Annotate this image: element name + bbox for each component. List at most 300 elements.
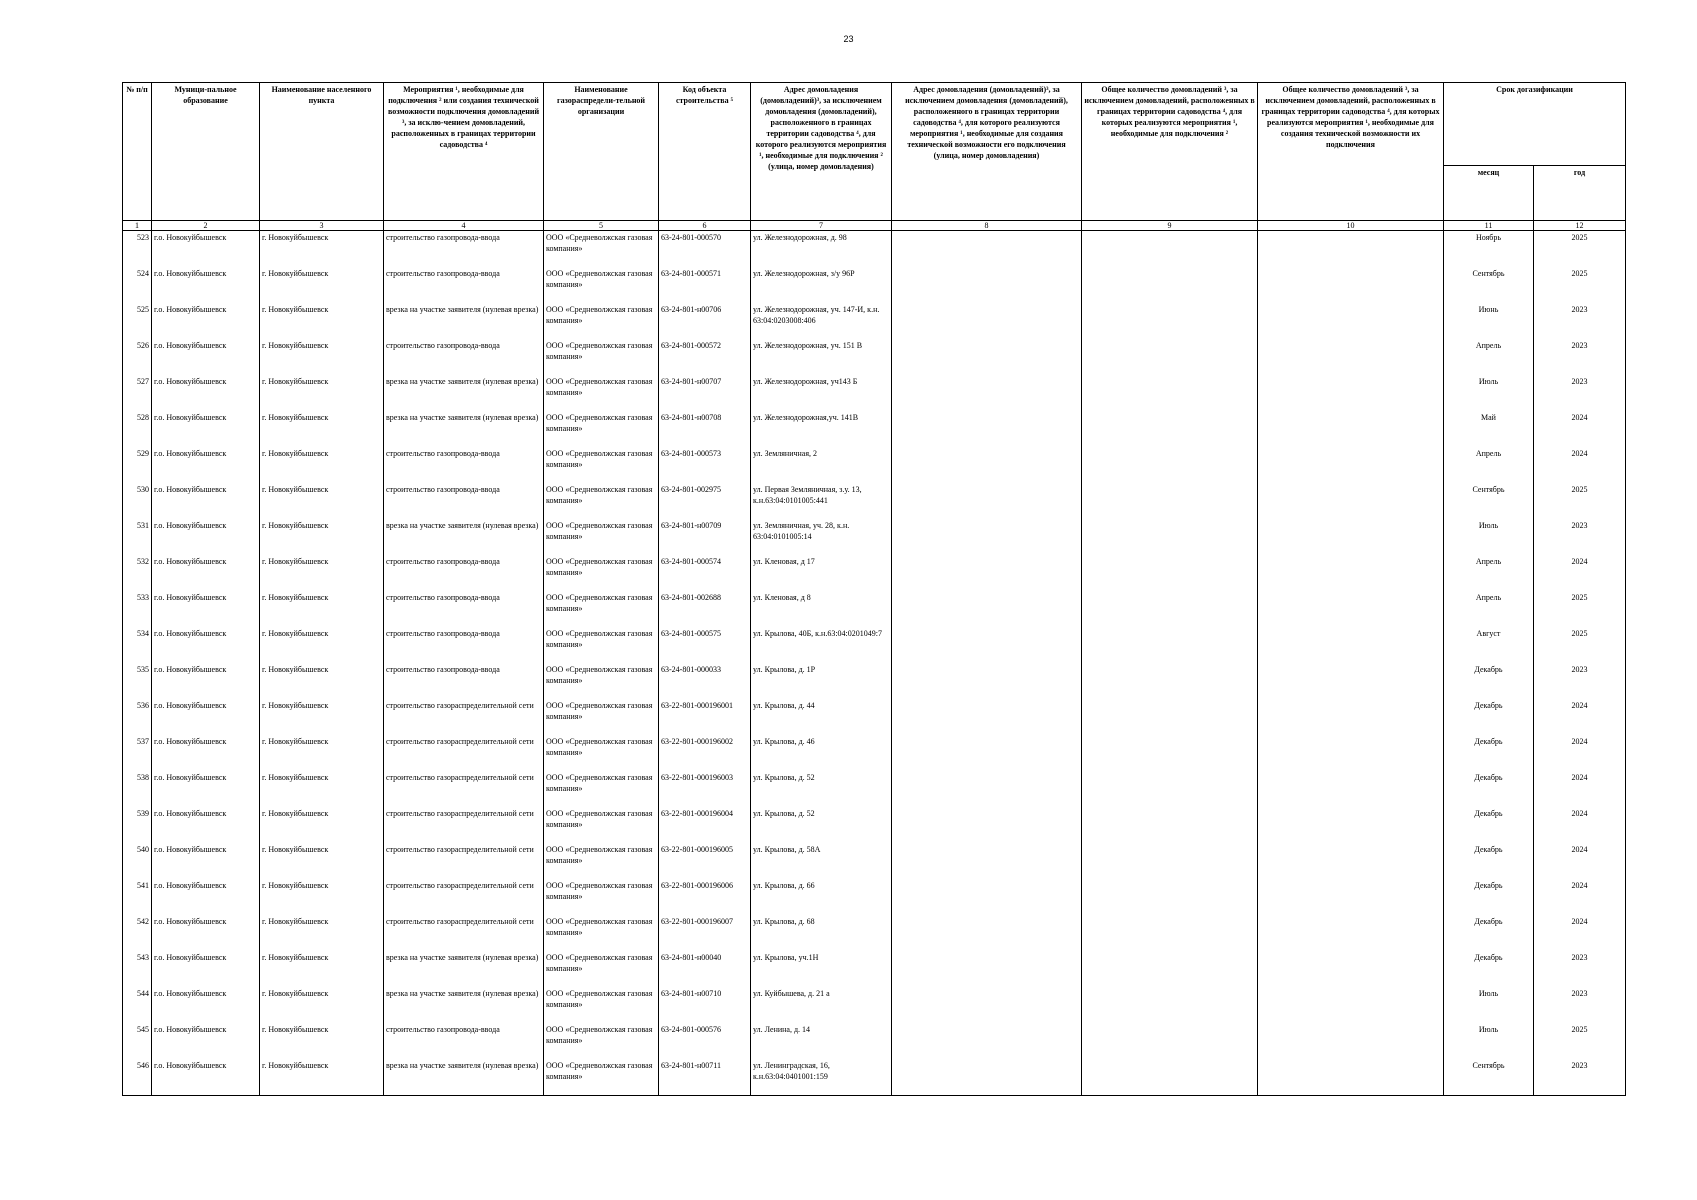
object-code-cell: 63-24-801-000574 <box>659 555 751 591</box>
address-cell: ул. Крылова, д. 68 <box>751 915 892 951</box>
address-cell: ул. Крылова, д. 66 <box>751 879 892 915</box>
address-tech-cell <box>892 879 1082 915</box>
count-tech-cell <box>1258 231 1444 268</box>
table-row <box>123 519 1626 555</box>
settlement-cell: г. Новокуйбышевск <box>260 843 384 879</box>
month-cell: Май <box>1444 411 1534 447</box>
object-code-cell: 63-24-801-н00711 <box>659 1059 751 1096</box>
count-tech-cell <box>1258 771 1444 807</box>
count-tech-cell <box>1258 987 1444 1023</box>
municipality-cell: г.о. Новокуйбышевск <box>152 375 260 411</box>
row-number: 543 <box>123 951 152 987</box>
address-tech-cell <box>892 267 1082 303</box>
table-row <box>123 375 1626 411</box>
count-connection-cell <box>1082 555 1258 591</box>
municipality-cell: г.о. Новокуйбышевск <box>152 303 260 339</box>
address-tech-cell <box>892 519 1082 555</box>
table-row <box>123 411 1626 447</box>
gdo-cell: ООО «Средневолжская газовая компания» <box>544 843 659 879</box>
row-number: 531 <box>123 519 152 555</box>
table-row <box>123 951 1626 987</box>
row-number: 534 <box>123 627 152 663</box>
object-code-cell: 63-24-801-000572 <box>659 339 751 375</box>
municipality-cell: г.о. Новокуйбышевск <box>152 627 260 663</box>
settlement-cell: г. Новокуйбышевск <box>260 735 384 771</box>
address-cell: ул. Железнодорожная, з/у 96Р <box>751 267 892 303</box>
row-number: 523 <box>123 231 152 268</box>
row-number: 546 <box>123 1059 152 1096</box>
measure-cell: врезка на участке заявителя (нулевая врезка) <box>384 1059 544 1096</box>
address-tech-cell <box>892 771 1082 807</box>
row-number: 532 <box>123 555 152 591</box>
row-number: 524 <box>123 267 152 303</box>
measure-cell: врезка на участке заявителя (нулевая врезка) <box>384 375 544 411</box>
address-cell: ул. Куйбышева, д. 21 а <box>751 987 892 1023</box>
address-tech-cell <box>892 447 1082 483</box>
address-cell: ул. Земляничная, уч. 28, к.н. 63:04:0101005:14 <box>751 519 892 555</box>
year-cell: 2024 <box>1534 807 1626 843</box>
address-cell: ул. Крылова, д. 52 <box>751 771 892 807</box>
gdo-cell: ООО «Средневолжская газовая компания» <box>544 627 659 663</box>
settlement-cell: г. Новокуйбышевск <box>260 411 384 447</box>
month-cell: Декабрь <box>1444 915 1534 951</box>
count-connection-cell <box>1082 375 1258 411</box>
table-row <box>123 339 1626 375</box>
table-header <box>123 83 1626 231</box>
municipality-cell: г.о. Новокуйбышевск <box>152 483 260 519</box>
settlement-cell: г. Новокуйбышевск <box>260 591 384 627</box>
gdo-cell: ООО «Средневолжская газовая компания» <box>544 267 659 303</box>
measure-cell: строительство газопровода-ввода <box>384 591 544 627</box>
header-count-connection: Общее количество домовладений ³, за исключением домовладений, расположенных в границах территории садоводства ⁴, для которых реализуются мероприятия ¹, необходимые для подключения ² <box>1082 83 1258 221</box>
gdo-cell: ООО «Средневолжская газовая компания» <box>544 375 659 411</box>
count-connection-cell <box>1082 663 1258 699</box>
row-number: 540 <box>123 843 152 879</box>
row-number: 538 <box>123 771 152 807</box>
row-number: 544 <box>123 987 152 1023</box>
column-number: 8 <box>892 221 1082 231</box>
row-number: 537 <box>123 735 152 771</box>
count-tech-cell <box>1258 879 1444 915</box>
table-row <box>123 699 1626 735</box>
municipality-cell: г.о. Новокуйбышевск <box>152 591 260 627</box>
year-cell: 2023 <box>1534 987 1626 1023</box>
count-connection-cell <box>1082 843 1258 879</box>
address-tech-cell <box>892 987 1082 1023</box>
header-count-tech: Общее количество домовладений ³, за исключением домовладений, расположенных в границах территории садоводства ⁴, для которых реализуются мероприятия ¹, необходимые для создания технической возможности их подключения <box>1258 83 1444 221</box>
row-number: 542 <box>123 915 152 951</box>
header-object-code: Код объекта строительства ⁵ <box>659 83 751 221</box>
month-cell: Декабрь <box>1444 699 1534 735</box>
object-code-cell: 63-22-801-000196002 <box>659 735 751 771</box>
header-address-connection: Адрес домовладения (домовладений)³, за исключением домовладения (домовладений), расположенного в границах территории садоводства ⁴, для которого реализуются мероприятия ¹, необходимые для подключения ² (улица, номер домовладения) <box>751 83 892 221</box>
month-cell: Апрель <box>1444 447 1534 483</box>
settlement-cell: г. Новокуйбышевск <box>260 1059 384 1096</box>
settlement-cell: г. Новокуйбышевск <box>260 231 384 268</box>
object-code-cell: 63-24-801-н00708 <box>659 411 751 447</box>
settlement-cell: г. Новокуйбышевск <box>260 879 384 915</box>
object-code-cell: 63-22-801-000196005 <box>659 843 751 879</box>
year-cell: 2024 <box>1534 411 1626 447</box>
count-connection-cell <box>1082 339 1258 375</box>
count-connection-cell <box>1082 879 1258 915</box>
month-cell: Декабрь <box>1444 843 1534 879</box>
month-cell: Июль <box>1444 987 1534 1023</box>
gdo-cell: ООО «Средневолжская газовая компания» <box>544 411 659 447</box>
count-connection-cell <box>1082 483 1258 519</box>
header-municipality: Муници-пальное образование <box>152 83 260 221</box>
measure-cell: строительство газопровода-ввода <box>384 447 544 483</box>
month-cell: Ноябрь <box>1444 231 1534 268</box>
settlement-cell: г. Новокуйбышевск <box>260 447 384 483</box>
address-cell: ул. Крылова, д. 58А <box>751 843 892 879</box>
measure-cell: строительство газопровода-ввода <box>384 555 544 591</box>
gdo-cell: ООО «Средневолжская газовая компания» <box>544 951 659 987</box>
address-cell: ул. Крылова, д. 52 <box>751 807 892 843</box>
object-code-cell: 63-24-801-000576 <box>659 1023 751 1059</box>
address-tech-cell <box>892 915 1082 951</box>
count-tech-cell <box>1258 1023 1444 1059</box>
settlement-cell: г. Новокуйбышевск <box>260 771 384 807</box>
year-cell: 2024 <box>1534 843 1626 879</box>
count-connection-cell <box>1082 519 1258 555</box>
table-row <box>123 879 1626 915</box>
row-number: 527 <box>123 375 152 411</box>
address-tech-cell <box>892 699 1082 735</box>
municipality-cell: г.о. Новокуйбышевск <box>152 807 260 843</box>
column-number: 7 <box>751 221 892 231</box>
month-cell: Июнь <box>1444 303 1534 339</box>
settlement-cell: г. Новокуйбышевск <box>260 951 384 987</box>
row-number: 535 <box>123 663 152 699</box>
row-number: 525 <box>123 303 152 339</box>
table-row <box>123 843 1626 879</box>
year-cell: 2025 <box>1534 591 1626 627</box>
settlement-cell: г. Новокуйбышевск <box>260 987 384 1023</box>
municipality-cell: г.о. Новокуйбышевск <box>152 1023 260 1059</box>
month-cell: Апрель <box>1444 591 1534 627</box>
address-cell: ул. Железнодорожная,уч. 141В <box>751 411 892 447</box>
row-number: 526 <box>123 339 152 375</box>
gasification-table <box>122 82 1626 1096</box>
address-tech-cell <box>892 591 1082 627</box>
count-connection-cell <box>1082 591 1258 627</box>
settlement-cell: г. Новокуйбышевск <box>260 663 384 699</box>
count-tech-cell <box>1258 627 1444 663</box>
count-tech-cell <box>1258 843 1444 879</box>
header-deadline: Срок догазификации <box>1444 83 1626 166</box>
header-gdo: Наименование газораспредели-тельной организации <box>544 83 659 221</box>
address-tech-cell <box>892 411 1082 447</box>
count-connection-cell <box>1082 699 1258 735</box>
count-tech-cell <box>1258 807 1444 843</box>
measure-cell: строительство газопровода-ввода <box>384 339 544 375</box>
gdo-cell: ООО «Средневолжская газовая компания» <box>544 519 659 555</box>
count-tech-cell <box>1258 447 1444 483</box>
measure-cell: врезка на участке заявителя (нулевая врезка) <box>384 303 544 339</box>
table-row <box>123 987 1626 1023</box>
count-connection-cell <box>1082 627 1258 663</box>
count-tech-cell <box>1258 267 1444 303</box>
address-tech-cell <box>892 303 1082 339</box>
gdo-cell: ООО «Средневолжская газовая компания» <box>544 483 659 519</box>
measure-cell: врезка на участке заявителя (нулевая врезка) <box>384 951 544 987</box>
count-tech-cell <box>1258 339 1444 375</box>
month-cell: Август <box>1444 627 1534 663</box>
municipality-cell: г.о. Новокуйбышевск <box>152 663 260 699</box>
object-code-cell: 63-22-801-000196003 <box>659 771 751 807</box>
column-number: 5 <box>544 221 659 231</box>
count-tech-cell <box>1258 411 1444 447</box>
gdo-cell: ООО «Средневолжская газовая компания» <box>544 987 659 1023</box>
count-connection-cell <box>1082 735 1258 771</box>
table-row <box>123 771 1626 807</box>
count-tech-cell <box>1258 519 1444 555</box>
object-code-cell: 63-24-801-н00707 <box>659 375 751 411</box>
month-cell: Апрель <box>1444 555 1534 591</box>
object-code-cell: 63-24-801-002975 <box>659 483 751 519</box>
count-tech-cell <box>1258 951 1444 987</box>
table-row <box>123 447 1626 483</box>
count-connection-cell <box>1082 987 1258 1023</box>
gdo-cell: ООО «Средневолжская газовая компания» <box>544 591 659 627</box>
gdo-cell: ООО «Средневолжская газовая компания» <box>544 915 659 951</box>
address-tech-cell <box>892 951 1082 987</box>
year-cell: 2024 <box>1534 915 1626 951</box>
address-tech-cell <box>892 663 1082 699</box>
measure-cell: врезка на участке заявителя (нулевая врезка) <box>384 519 544 555</box>
settlement-cell: г. Новокуйбышевск <box>260 915 384 951</box>
address-cell: ул. Железнодорожная, уч. 147-И, к.н. 63:04:0203008:406 <box>751 303 892 339</box>
address-cell: ул. Кленовая, д 8 <box>751 591 892 627</box>
month-cell: Декабрь <box>1444 951 1534 987</box>
header-year: год <box>1534 166 1626 221</box>
month-cell: Сентябрь <box>1444 483 1534 519</box>
year-cell: 2023 <box>1534 519 1626 555</box>
year-cell: 2024 <box>1534 555 1626 591</box>
year-cell: 2024 <box>1534 879 1626 915</box>
header-settlement: Наименование населенного пункта <box>260 83 384 221</box>
year-cell: 2023 <box>1534 375 1626 411</box>
header-measures: Мероприятия ¹, необходимые для подключения ² или создания технической возможности подключения домовладений ³, за исклю-чением домовладений, расположенных в границах территории садоводства ⁴ <box>384 83 544 221</box>
month-cell: Июль <box>1444 1023 1534 1059</box>
count-tech-cell <box>1258 483 1444 519</box>
measure-cell: строительство газораспределительной сети <box>384 915 544 951</box>
address-tech-cell <box>892 339 1082 375</box>
year-cell: 2023 <box>1534 1059 1626 1096</box>
address-cell: ул. Ленина, д. 14 <box>751 1023 892 1059</box>
count-tech-cell <box>1258 663 1444 699</box>
month-cell: Декабрь <box>1444 735 1534 771</box>
measure-cell: строительство газораспределительной сети <box>384 699 544 735</box>
table-row <box>123 663 1626 699</box>
gdo-cell: ООО «Средневолжская газовая компания» <box>544 699 659 735</box>
municipality-cell: г.о. Новокуйбышевск <box>152 1059 260 1096</box>
year-cell: 2025 <box>1534 627 1626 663</box>
count-connection-cell <box>1082 267 1258 303</box>
address-tech-cell <box>892 231 1082 268</box>
municipality-cell: г.о. Новокуйбышевск <box>152 843 260 879</box>
count-connection-cell <box>1082 231 1258 268</box>
table-row <box>123 483 1626 519</box>
column-number: 10 <box>1258 221 1444 231</box>
measure-cell: врезка на участке заявителя (нулевая врезка) <box>384 987 544 1023</box>
gdo-cell: ООО «Средневолжская газовая компания» <box>544 555 659 591</box>
address-cell: ул. Крылова, уч.1Н <box>751 951 892 987</box>
count-tech-cell <box>1258 699 1444 735</box>
row-number: 536 <box>123 699 152 735</box>
settlement-cell: г. Новокуйбышевск <box>260 519 384 555</box>
year-cell: 2025 <box>1534 267 1626 303</box>
object-code-cell: 63-24-801-000571 <box>659 267 751 303</box>
measure-cell: врезка на участке заявителя (нулевая врезка) <box>384 411 544 447</box>
measure-cell: строительство газопровода-ввода <box>384 627 544 663</box>
measure-cell: строительство газопровода-ввода <box>384 663 544 699</box>
measure-cell: строительство газораспределительной сети <box>384 807 544 843</box>
address-cell: ул. Крылова, 40Б, к.н.63:04:0201049:7 <box>751 627 892 663</box>
address-cell: ул. Ленинградская, 16, к.н.63:04:0401001:159 <box>751 1059 892 1096</box>
object-code-cell: 63-22-801-000196001 <box>659 699 751 735</box>
measure-cell: строительство газораспределительной сети <box>384 771 544 807</box>
table-row <box>123 627 1626 663</box>
column-number: 1 <box>123 221 152 231</box>
month-cell: Декабрь <box>1444 879 1534 915</box>
table-row <box>123 555 1626 591</box>
year-cell: 2023 <box>1534 339 1626 375</box>
column-number: 11 <box>1444 221 1534 231</box>
settlement-cell: г. Новокуйбышевск <box>260 555 384 591</box>
row-number: 539 <box>123 807 152 843</box>
address-tech-cell <box>892 807 1082 843</box>
year-cell: 2024 <box>1534 735 1626 771</box>
address-tech-cell <box>892 375 1082 411</box>
month-cell: Апрель <box>1444 339 1534 375</box>
gdo-cell: ООО «Средневолжская газовая компания» <box>544 339 659 375</box>
year-cell: 2024 <box>1534 771 1626 807</box>
settlement-cell: г. Новокуйбышевск <box>260 807 384 843</box>
object-code-cell: 63-24-801-000570 <box>659 231 751 268</box>
row-number: 528 <box>123 411 152 447</box>
gdo-cell: ООО «Средневолжская газовая компания» <box>544 663 659 699</box>
address-cell: ул. Железнодорожная, уч. 151 В <box>751 339 892 375</box>
table-row <box>123 807 1626 843</box>
month-cell: Декабрь <box>1444 807 1534 843</box>
address-tech-cell <box>892 483 1082 519</box>
table-row <box>123 303 1626 339</box>
municipality-cell: г.о. Новокуйбышевск <box>152 987 260 1023</box>
month-cell: Сентябрь <box>1444 267 1534 303</box>
address-cell: ул. Кленовая, д 17 <box>751 555 892 591</box>
settlement-cell: г. Новокуйбышевск <box>260 699 384 735</box>
page-number: 23 <box>843 34 854 44</box>
gdo-cell: ООО «Средневолжская газовая компания» <box>544 231 659 268</box>
municipality-cell: г.о. Новокуйбышевск <box>152 267 260 303</box>
count-connection-cell <box>1082 771 1258 807</box>
gdo-cell: ООО «Средневолжская газовая компания» <box>544 735 659 771</box>
year-cell: 2025 <box>1534 231 1626 268</box>
gdo-cell: ООО «Средневолжская газовая компания» <box>544 771 659 807</box>
year-cell: 2025 <box>1534 1023 1626 1059</box>
month-cell: Сентябрь <box>1444 1059 1534 1096</box>
count-connection-cell <box>1082 447 1258 483</box>
settlement-cell: г. Новокуйбышевск <box>260 339 384 375</box>
address-cell: ул. Железнодорожная, д. 98 <box>751 231 892 268</box>
count-connection-cell <box>1082 1023 1258 1059</box>
column-number: 9 <box>1082 221 1258 231</box>
address-tech-cell <box>892 1059 1082 1096</box>
column-number: 6 <box>659 221 751 231</box>
column-number: 3 <box>260 221 384 231</box>
count-connection-cell <box>1082 303 1258 339</box>
municipality-cell: г.о. Новокуйбышевск <box>152 735 260 771</box>
object-code-cell: 63-22-801-000196004 <box>659 807 751 843</box>
object-code-cell: 63-24-801-002688 <box>659 591 751 627</box>
address-cell: ул. Крылова, д. 44 <box>751 699 892 735</box>
address-tech-cell <box>892 555 1082 591</box>
gdo-cell: ООО «Средневолжская газовая компания» <box>544 303 659 339</box>
address-tech-cell <box>892 843 1082 879</box>
month-cell: Декабрь <box>1444 663 1534 699</box>
settlement-cell: г. Новокуйбышевск <box>260 303 384 339</box>
settlement-cell: г. Новокуйбышевск <box>260 627 384 663</box>
table-row <box>123 735 1626 771</box>
gdo-cell: ООО «Средневолжская газовая компания» <box>544 447 659 483</box>
measure-cell: строительство газораспределительной сети <box>384 735 544 771</box>
count-tech-cell <box>1258 591 1444 627</box>
count-tech-cell <box>1258 375 1444 411</box>
year-cell: 2023 <box>1534 303 1626 339</box>
row-number: 533 <box>123 591 152 627</box>
count-tech-cell <box>1258 1059 1444 1096</box>
row-number: 530 <box>123 483 152 519</box>
month-cell: Июль <box>1444 375 1534 411</box>
measure-cell: строительство газораспределительной сети <box>384 879 544 915</box>
year-cell: 2024 <box>1534 699 1626 735</box>
settlement-cell: г. Новокуйбышевск <box>260 267 384 303</box>
count-connection-cell <box>1082 951 1258 987</box>
table-body <box>123 231 1626 1096</box>
object-code-cell: 63-24-801-н00040 <box>659 951 751 987</box>
gdo-cell: ООО «Средневолжская газовая компания» <box>544 807 659 843</box>
municipality-cell: г.о. Новокуйбышевск <box>152 879 260 915</box>
gdo-cell: ООО «Средневолжская газовая компания» <box>544 1023 659 1059</box>
object-code-cell: 63-24-801-н00709 <box>659 519 751 555</box>
count-tech-cell <box>1258 303 1444 339</box>
row-number: 541 <box>123 879 152 915</box>
count-tech-cell <box>1258 555 1444 591</box>
object-code-cell: 63-22-801-000196006 <box>659 879 751 915</box>
gdo-cell: ООО «Средневолжская газовая компания» <box>544 1059 659 1096</box>
municipality-cell: г.о. Новокуйбышевск <box>152 771 260 807</box>
month-cell: Декабрь <box>1444 771 1534 807</box>
object-code-cell: 63-24-801-000575 <box>659 627 751 663</box>
settlement-cell: г. Новокуйбышевск <box>260 375 384 411</box>
object-code-cell: 63-24-801-000033 <box>659 663 751 699</box>
object-code-cell: 63-24-801-000573 <box>659 447 751 483</box>
municipality-cell: г.о. Новокуйбышевск <box>152 339 260 375</box>
object-code-cell: 63-24-801-н00706 <box>659 303 751 339</box>
object-code-cell: 63-24-801-н00710 <box>659 987 751 1023</box>
count-tech-cell <box>1258 915 1444 951</box>
address-cell: ул. Железнодорожная, уч143 Б <box>751 375 892 411</box>
count-tech-cell <box>1258 735 1444 771</box>
settlement-cell: г. Новокуйбышевск <box>260 1023 384 1059</box>
address-cell: ул. Первая Земляничная, з.у. 13, к.н.63:04:0101005:441 <box>751 483 892 519</box>
table-row <box>123 591 1626 627</box>
municipality-cell: г.о. Новокуйбышевск <box>152 555 260 591</box>
address-cell: ул. Земляничная, 2 <box>751 447 892 483</box>
count-connection-cell <box>1082 807 1258 843</box>
